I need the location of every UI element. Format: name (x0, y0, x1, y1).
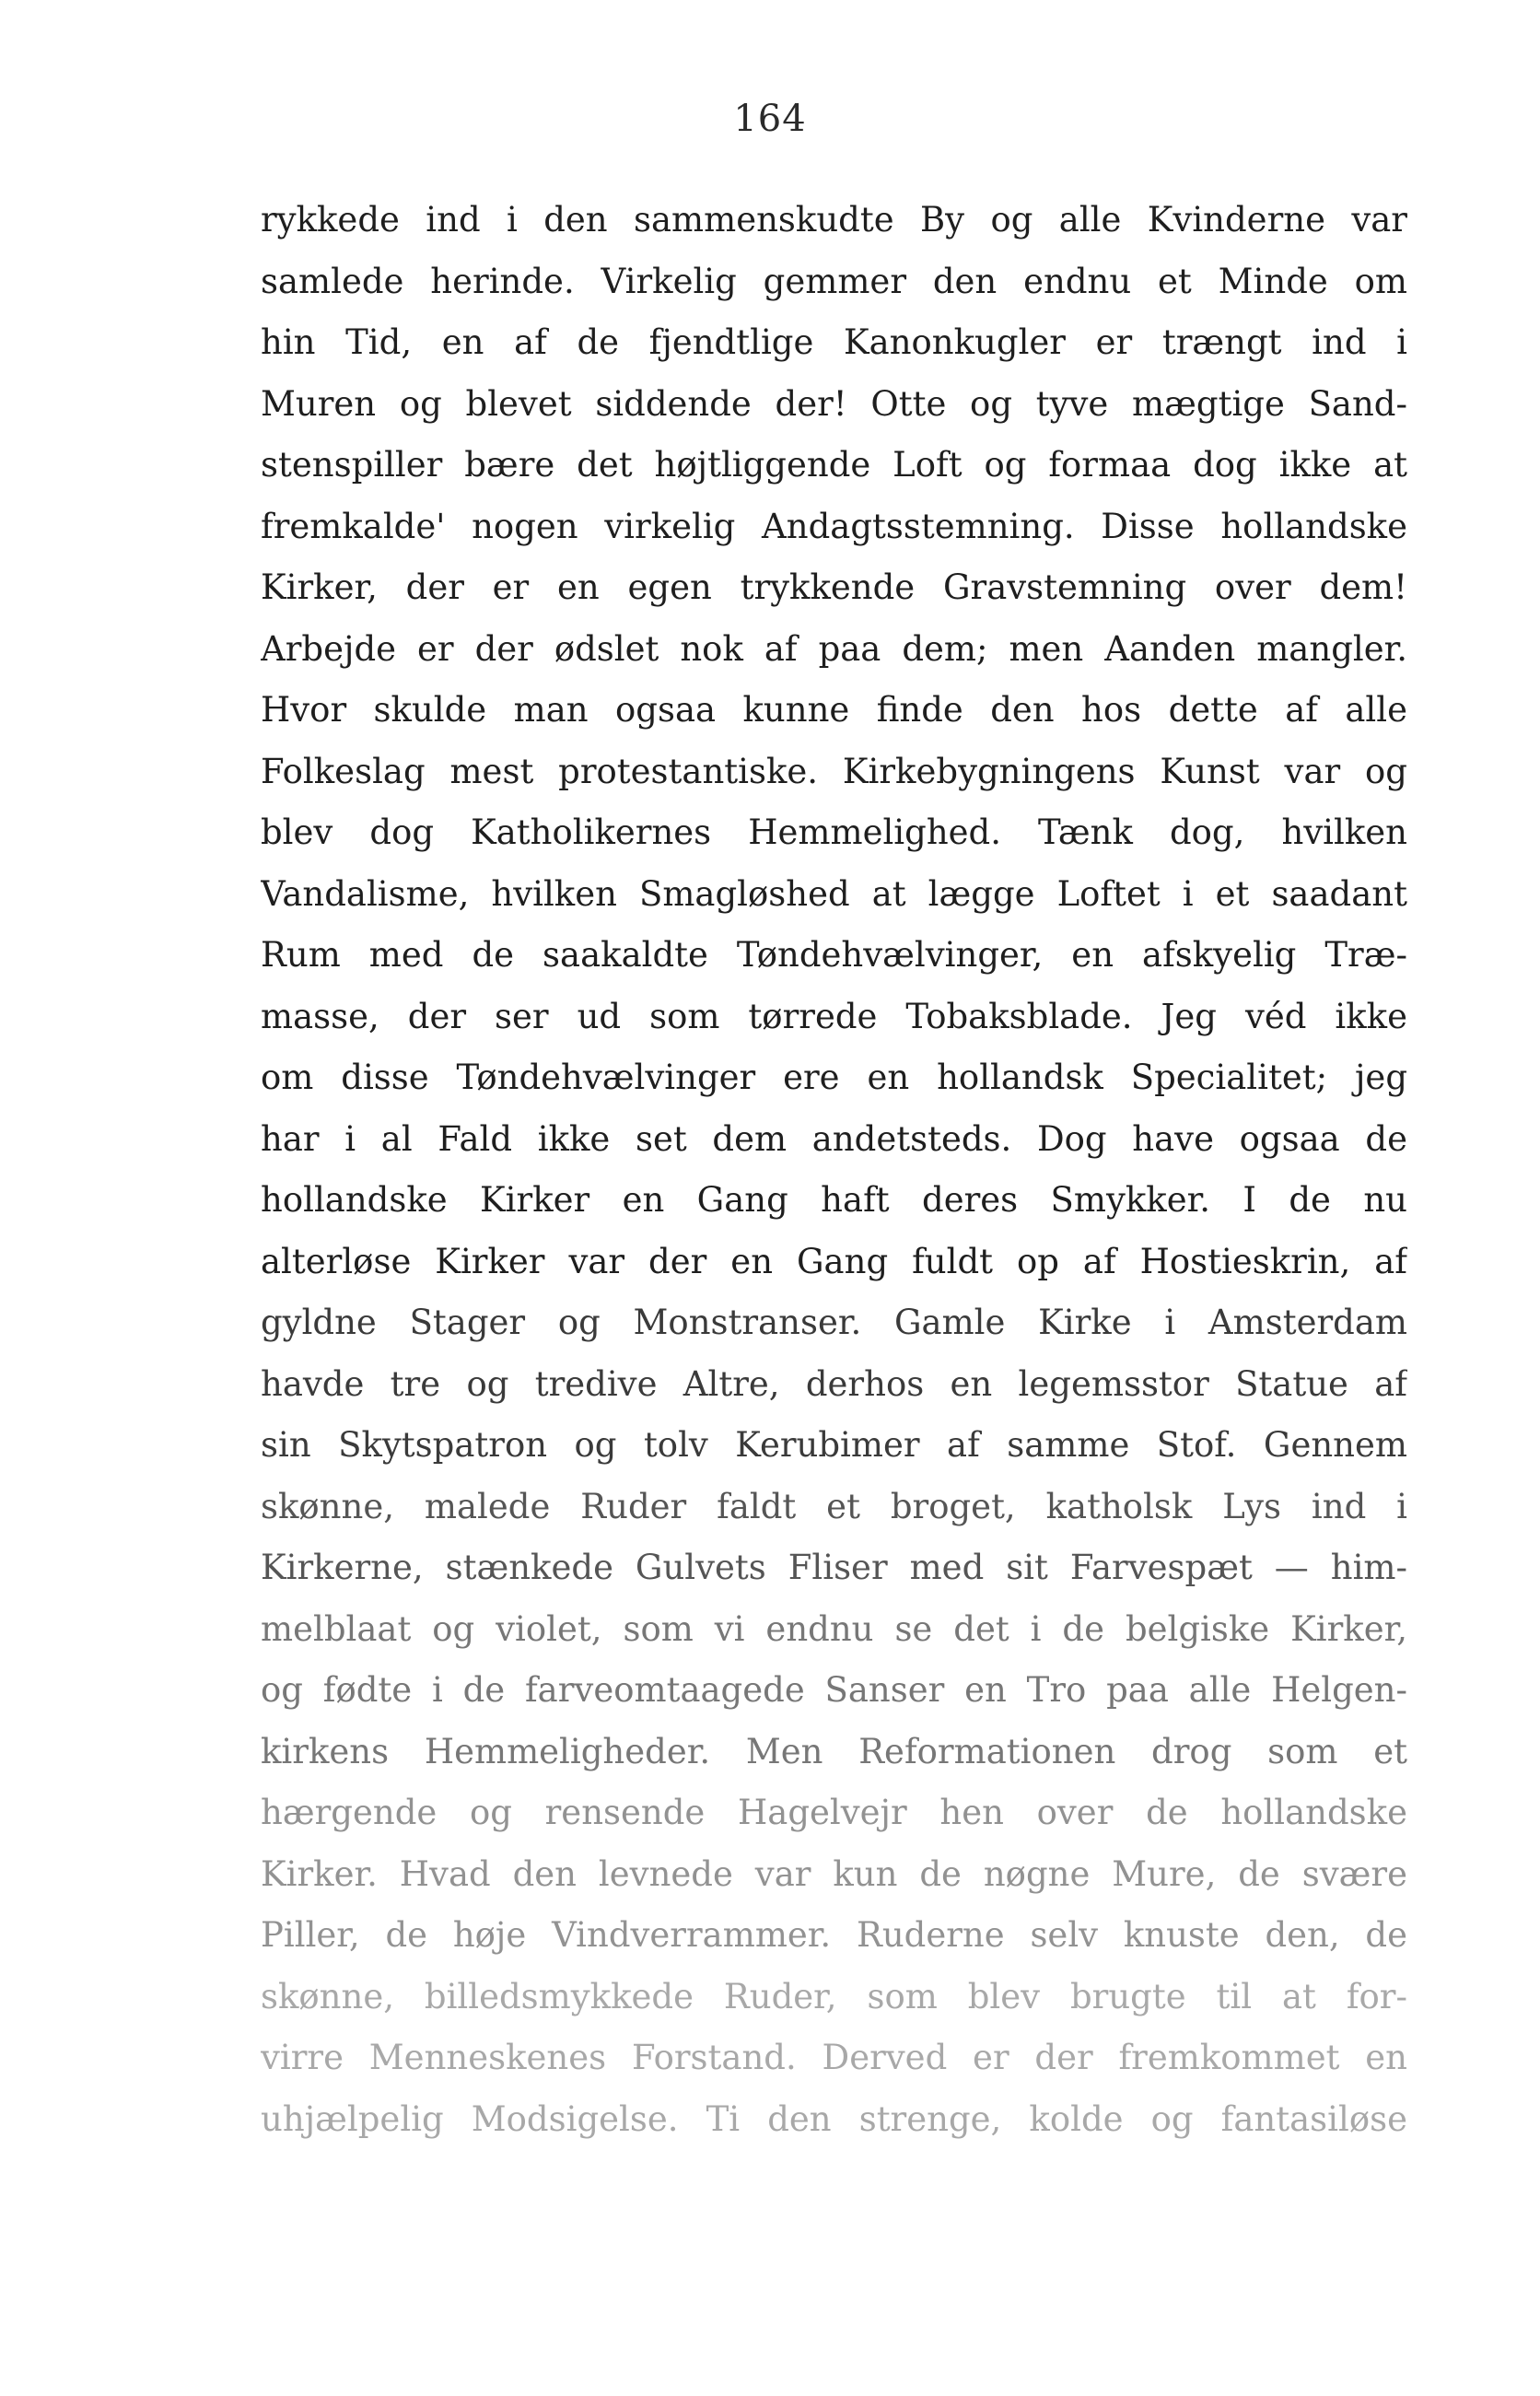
text-line-25: og fødte i de farveomtaagede Sanser en Tro paa alle Helgen- (261, 1670, 1407, 1710)
text-line-26: kirkens Hemmeligheder. Men Reformationen drog som et (261, 1731, 1407, 1771)
text-line-16: har i al Fald ikke set dem andetsteds. Dog have ogsaa de (261, 1118, 1407, 1159)
text-line-14: masse, der ser ud som tørrede Tobaksblade. Jeg véd ikke (261, 996, 1407, 1036)
text-line-11: blev dog Katholikernes Hemmelighed. Tænk dog, hvilken (261, 812, 1407, 852)
text-line-23: Kirkerne, stænkede Gulvets Fliser med sit Farvespæt — him- (261, 1548, 1407, 1587)
text-line-32: uhjælpelig Modsigelse. Ti den strenge, kolde og fantasiløse (261, 2098, 1407, 2139)
page-number: 164 (733, 98, 807, 140)
text-line-6: fremkalde' nogen virkelig Andagtsstemning. Disse hollandske (261, 506, 1407, 546)
text-line-30: skønne, billedsmykkede Ruder, som blev brugte til at for- (261, 1976, 1407, 2016)
text-line-12: Vandalisme, hvilken Smagløshed at lægge Loftet i et saadant (261, 873, 1407, 914)
text-line-2: samlede herinde. Virkelig gemmer den endnu et Minde om (261, 261, 1407, 301)
body-text (261, 190, 1407, 2150)
text-line-4: Muren og blevet siddende der! Otte og tyve mægtige Sand- (261, 383, 1407, 424)
text-line-5: stenspiller bære det højtliggende Loft og formaa dog ikke at (261, 445, 1407, 485)
text-line-24: melblaat og violet, som vi endnu se det i de belgiske Kirker, (261, 1608, 1407, 1649)
text-line-18: alterløse Kirker var der en Gang fuldt op af Hostieskrin, af (261, 1241, 1407, 1281)
text-line-28: Kirker. Hvad den levnede var kun de nøgne Mure, de svære (261, 1853, 1407, 1894)
text-line-9: Hvor skulde man ogsaa kunne finde den hos dette af alle (261, 690, 1407, 730)
text-line-22: skønne, malede Ruder faldt et broget, katholsk Lys ind i (261, 1486, 1407, 1526)
text-line-29: Piller, de høje Vindverrammer. Ruderne selv knuste den, de (261, 1915, 1407, 1955)
text-line-1: rykkede ind i den sammenskudte By og alle Kvinderne var (261, 200, 1407, 240)
text-line-27: hærgende og rensende Hagelvejr hen over de hollandske (261, 1793, 1407, 1832)
text-line-19: gyldne Stager og Monstranser. Gamle Kirke i Amsterdam (261, 1303, 1407, 1342)
text-line-10: Folkeslag mest protestantiske. Kirkebygningens Kunst var og (261, 751, 1407, 791)
text-line-21: sin Skytspatron og tolv Kerubimer af samme Stof. Gennem (261, 1425, 1407, 1465)
text-line-3: hin Tid, en af de fjendtlige Kanonkugler er trængt ind i (261, 322, 1407, 362)
text-line-20: havde tre og tredive Altre, derhos en legemsstor Statue af (261, 1363, 1407, 1404)
text-line-17: hollandske Kirker en Gang haft deres Smykker. I de nu (261, 1180, 1407, 1220)
text-line-8: Arbejde er der ødslet nok af paa dem; men Aanden mangler. (261, 628, 1407, 669)
text-line-7: Kirker, der er en egen trykkende Gravstemning over dem! (261, 567, 1407, 607)
text-line-15: om disse Tøndehvælvinger ere en hollandsk Specialitet; jeg (261, 1058, 1407, 1097)
text-line-31: virre Menneskenes Forstand. Derved er der fremkommet en (261, 2038, 1407, 2077)
text-line-13: Rum med de saakaldte Tøndehvælvinger, en afskyelig Træ- (261, 935, 1407, 975)
